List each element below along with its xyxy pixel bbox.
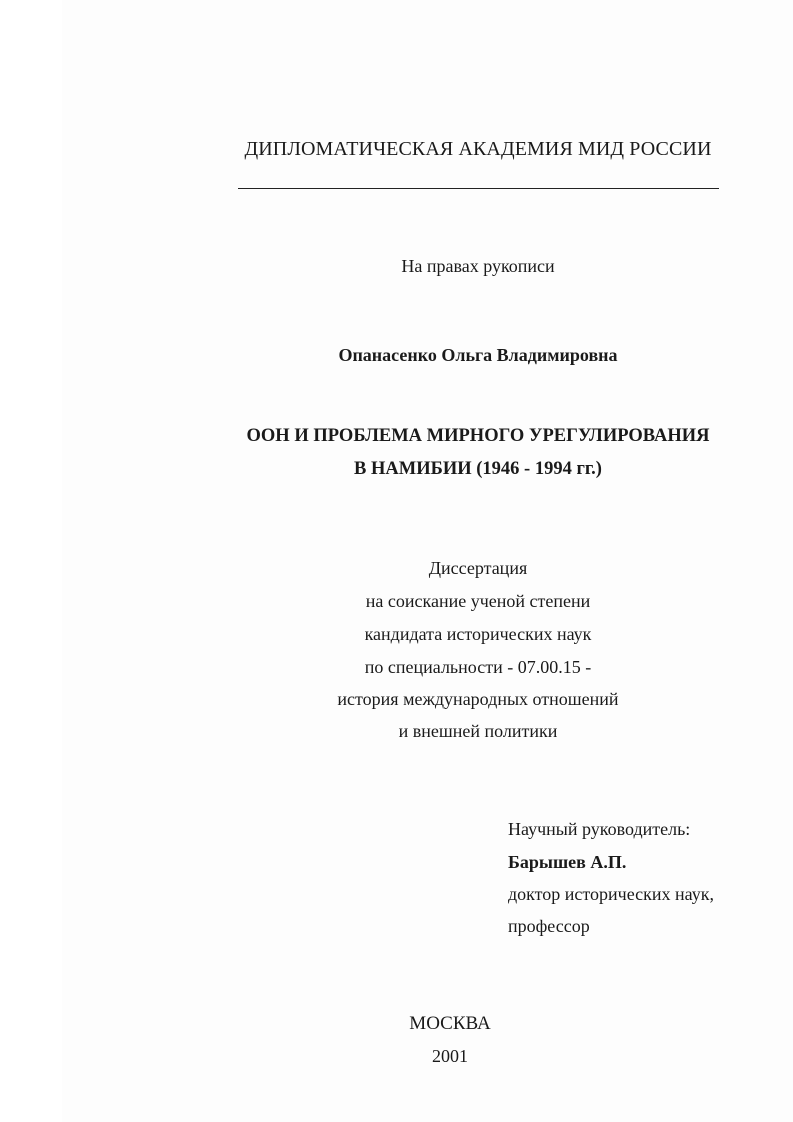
supervisor-label: Научный руководитель:	[508, 819, 691, 839]
degree-line-1: на соискание ученой степени	[365, 591, 591, 611]
dissertation-title-line-1: ООН И ПРОБЛЕМА МИРНОГО УРЕГУЛИРОВАНИЯ	[246, 426, 710, 446]
dissertation-type: Диссертация	[428, 558, 528, 578]
specialty-line-1: история международных отношений	[337, 689, 619, 709]
degree-line-2: кандидата исторических наук	[364, 624, 592, 644]
year: 2001	[432, 1046, 468, 1066]
author-name: Опанасенко Ольга Владимировна	[338, 345, 618, 365]
institution-name: ДИПЛОМАТИЧЕСКАЯ АКАДЕМИЯ МИД РОССИИ	[244, 138, 712, 160]
dissertation-title-line-2: В НАМИБИИ (1946 - 1994 гг.)	[354, 459, 602, 479]
header-divider	[238, 188, 719, 189]
rights-notice: На правах рукописи	[401, 256, 555, 276]
supervisor-rank: профессор	[508, 916, 590, 936]
specialty-code: по специальности - 07.00.15 -	[364, 657, 592, 677]
supervisor-name: Барышев А.П.	[508, 852, 627, 872]
city: МОСКВА	[409, 1013, 491, 1034]
supervisor-degree: доктор исторических наук,	[508, 884, 714, 904]
specialty-line-2: и внешней политики	[398, 721, 558, 741]
scan-margin	[0, 0, 62, 1122]
